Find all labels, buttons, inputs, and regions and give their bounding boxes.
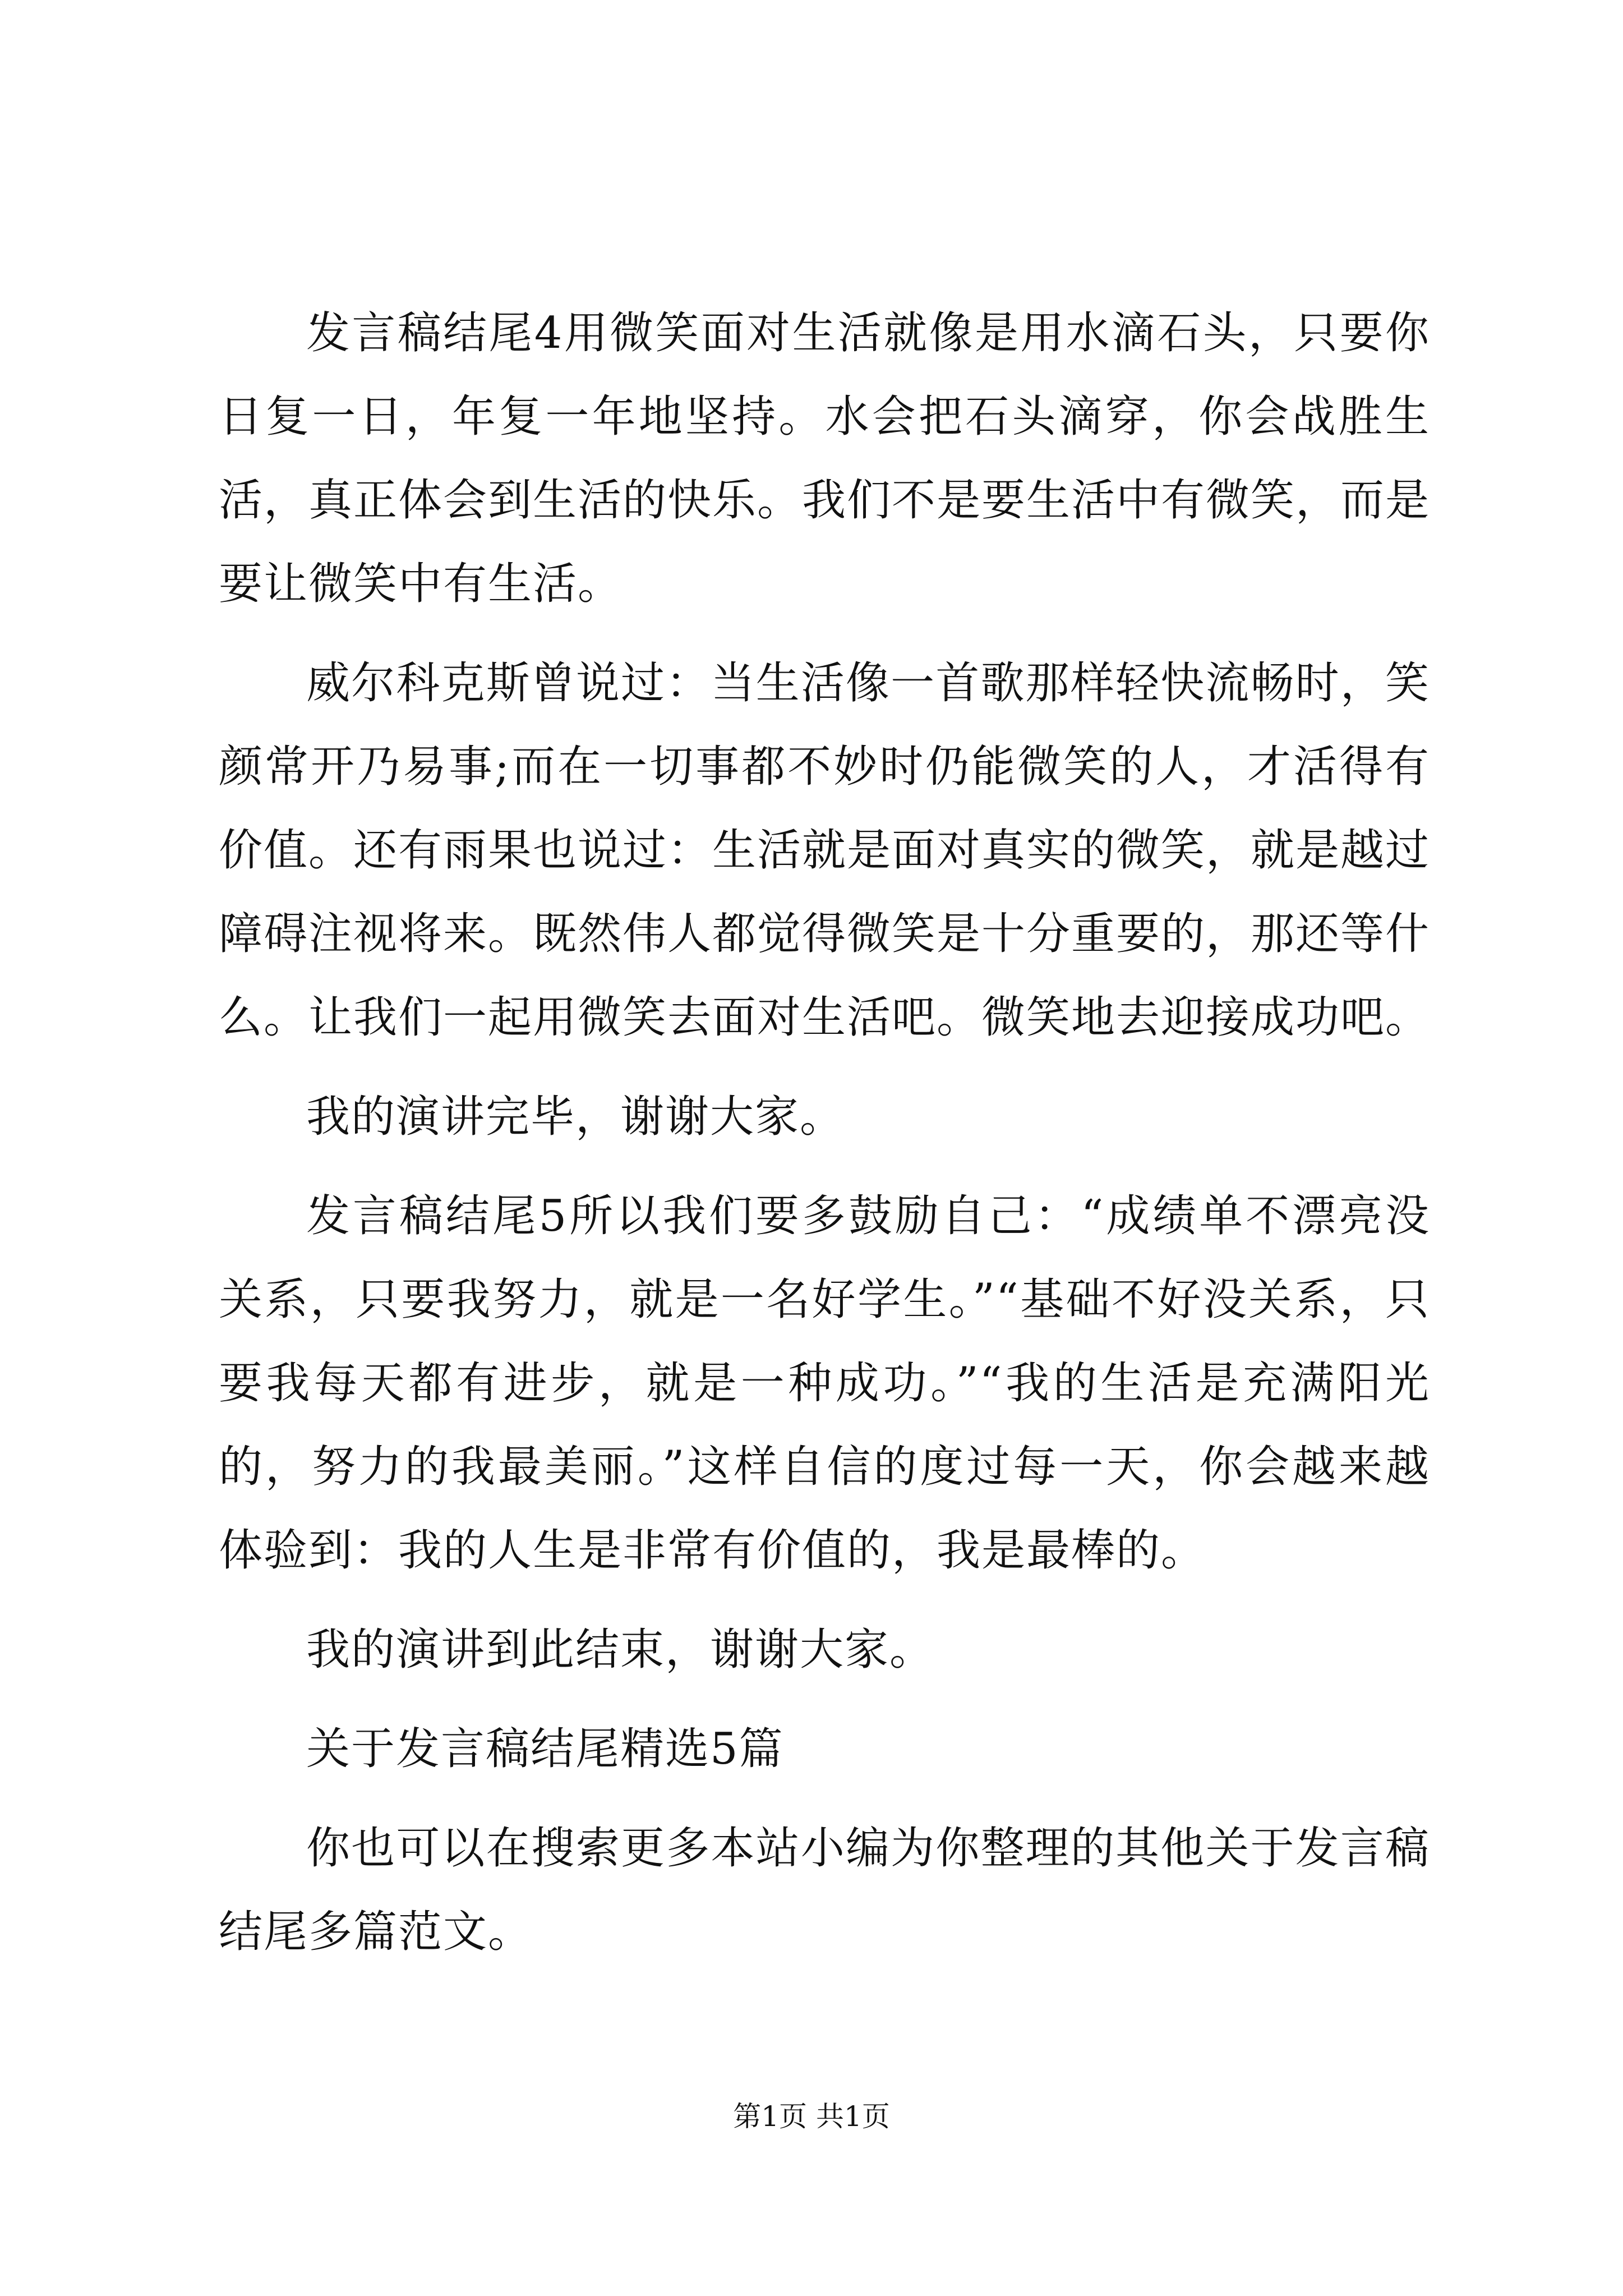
document-body — [219, 292, 1430, 1990]
paragraph-thanks-2: 我的演讲到此结束，谢谢大家。 — [306, 1625, 935, 1675]
page-number: 第1页 共1页 — [733, 2100, 890, 2133]
paragraph-quotes: 威尔科克斯曾说过：当生活像一首歌那样轻快流畅时，笑颜常开乃易事;而在一切事都不妙时仍能微笑的人，才活得有价值。还有雨果也说过：生活就是面对真实的微笑，就是越过障碍注视将来。既然伟人都觉得微笑是十分重要的，那还等什么。让我们一起用微笑去面对生活吧。微笑地去迎接成功吧。 — [219, 658, 1431, 1043]
paragraph-more-articles: 你也可以在搜索更多本站小编为你整理的其他关于发言稿结尾多篇范文。 — [219, 1823, 1430, 1957]
paragraph-closing-4: 发言稿结尾4用微笑面对生活就像是用水滴石头，只要你日复一日，年复一年地坚持。水会把石头滴穿，你会战胜生活，真正体会到生活的快乐。我们不是要生活中有微笑，而是要让微笑中有生活。 — [219, 308, 1431, 609]
page-footer — [0, 2097, 1623, 2136]
paragraph-closing-5: 发言稿结尾5所以我们要多鼓励自己：“成绩单不漂亮没关系，只要我努力，就是一名好学生。”“基础不好没关系，只要我每天都有进步，就是一种成功。”“我的生活是充满阳光的，努力的我最美丽。”这样自信的度过每一天，你会越来越体验到：我的人生是非常有价值的，我是最棒的。 — [219, 1191, 1430, 1576]
paragraph-thanks-1: 我的演讲完毕，谢谢大家。 — [306, 1092, 845, 1142]
paragraph-section-title: 关于发言稿结尾精选5篇 — [306, 1724, 784, 1774]
